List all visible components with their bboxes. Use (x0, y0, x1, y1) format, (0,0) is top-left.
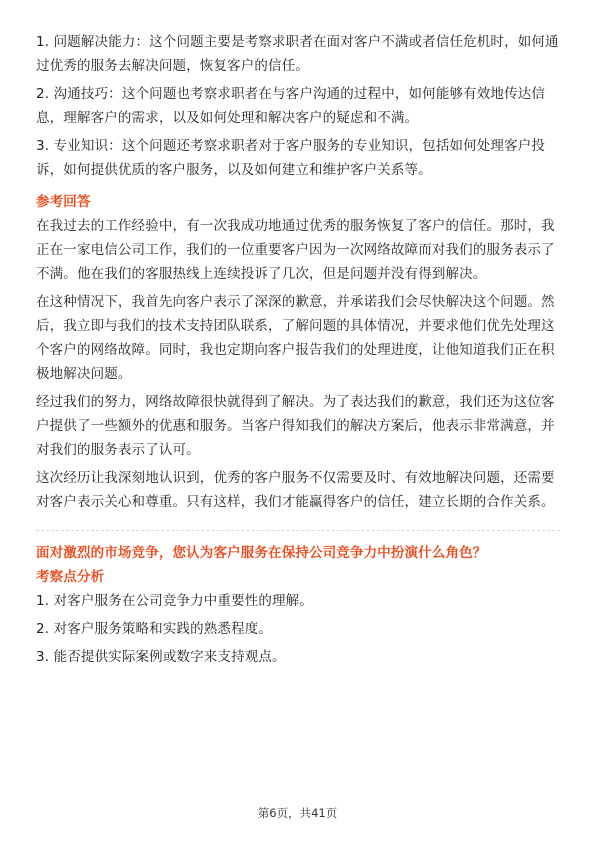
analysis-item: 3. 能否提供实际案例或数字来支持观点。 (36, 649, 286, 665)
page-content (36, 30, 560, 673)
analysis-list (36, 589, 560, 669)
answer-paragraph: 在这种情况下，我首先向客户表示了深深的歉意，并承诺我们会尽快解决这个问题。然后，我立即与我们的技术支持团队联系，了解问题的具体情况，并要求他们优先处理这个客户的网络故障。同时，我也定期向客户报告我们的处理进度，让他知道我们正在积极地解决问题。 (36, 294, 555, 382)
analysis-item: 2. 对客户服务策略和实践的熟悉程度。 (36, 621, 273, 637)
analysis-item: 1. 对客户服务在公司竞争力中重要性的理解。 (36, 593, 313, 609)
answer-paragraph: 经过我们的努力，网络故障很快就得到了解决。为了表达我们的歉意，我们还为这位客户提供了一些额外的优惠和服务。当客户得知我们的解决方案后，他表示非常满意，并对我们的服务表示了认可。 (36, 394, 555, 458)
answer-paragraph: 在我过去的工作经验中，有一次我成功地通过优秀的服务恢复了客户的信任。那时，我正在一家电信公司工作，我们的一位重要客户因为一次网络故障而对我们的服务表示了不满。他在我们的客服热线上连续投诉了几次，但是问题并没有得到解决。 (36, 218, 555, 282)
reference-answer-body (36, 214, 560, 514)
criteria-item: 1. 问题解决能力：这个问题主要是考察求职者在面对客户不满或者信任危机时，如何通过优秀的服务去解决问题，恢复客户的信任。 (36, 34, 559, 74)
criteria-item: 2. 沟通技巧：这个问题也考察求职者在与客户沟通的过程中，如何能够有效地传达信息，理解客户的需求，以及如何处理和解决客户的疑虑和不满。 (36, 86, 546, 126)
page-number: 第6页，共41页 (257, 806, 338, 820)
answer-paragraph: 这次经历让我深刻地认识到，优秀的客户服务不仅需要及时、有效地解决问题，还需要对客户表示关心和尊重。只有这样，我们才能赢得客户的信任，建立长期的合作关系。 (36, 470, 555, 510)
analysis-heading: 考察点分析 (36, 569, 105, 585)
criteria-list (36, 30, 560, 182)
question-title: 面对激烈的市场竞争，您认为客户服务在保持公司竞争力中扮演什么角色？ (36, 545, 487, 561)
section-divider (36, 530, 560, 531)
reference-answer-heading: 参考回答 (36, 194, 91, 210)
criteria-item: 3. 专业知识：这个问题还考察求职者对于客户服务的专业知识，包括如何处理客户投诉，如何提供优质的客户服务，以及如何建立和维护客户关系等。 (36, 138, 546, 178)
